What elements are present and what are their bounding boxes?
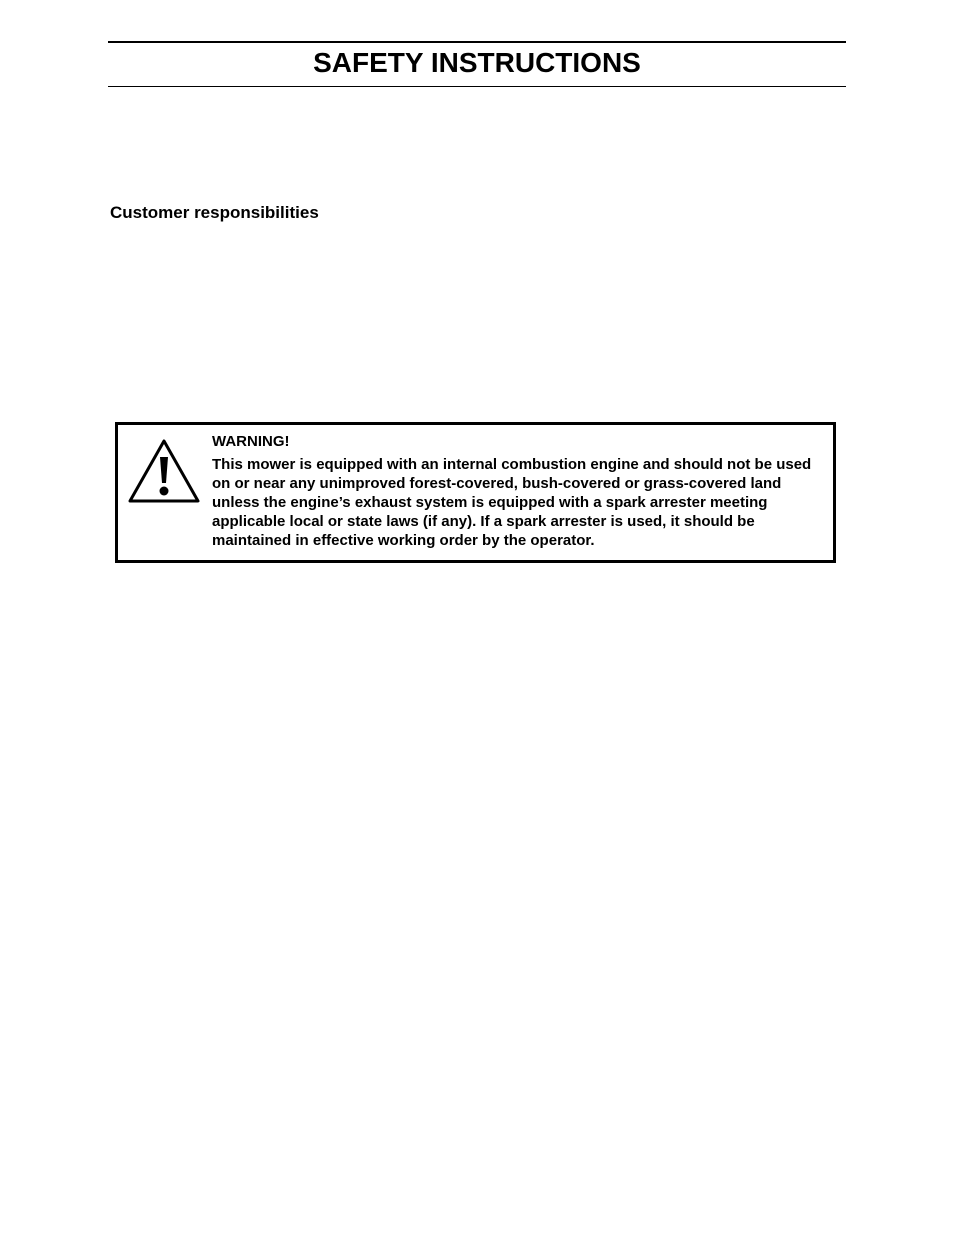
title-top-rule — [108, 41, 846, 43]
section-heading-customer-responsibilities: Customer responsibilities — [110, 203, 319, 222]
title-bottom-rule — [108, 86, 846, 87]
warning-text — [212, 432, 824, 550]
warning-body: This mower is equipped with an internal combustion engine and should not be used on or near any unimproved forest-covered, bush-covered or grass-covered land unless the engine’s exhaust system is equipped with a spark arrester meeting applicable local or state laws (if any). If a spark arrester is used, it should be maintained in effective working order by the operator. — [212, 456, 812, 549]
exclamation-triangle-icon — [126, 437, 202, 505]
warning-label: WARNING! — [212, 433, 290, 450]
page-title: SAFETY INSTRUCTIONS — [313, 47, 641, 78]
warning-box — [115, 422, 836, 563]
